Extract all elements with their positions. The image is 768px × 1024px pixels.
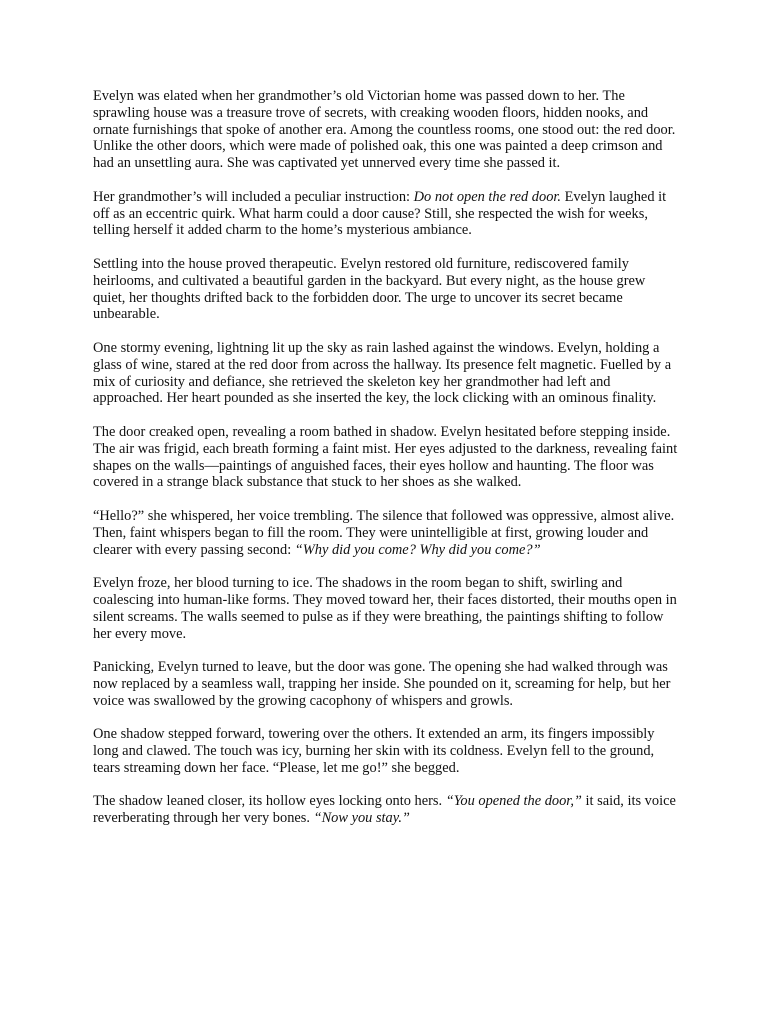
paragraph-6 xyxy=(93,508,678,558)
paragraph-4 xyxy=(93,340,678,407)
paragraph-9 xyxy=(93,726,678,776)
text-run: The shadow leaned closer, its hollow eyes locking onto hers. xyxy=(93,793,446,810)
text-run: it said, its voice reverberating through her very bones. xyxy=(93,793,676,827)
text-run: Evelyn was elated when her grandmother’s old Victorian home was passed down to her. The sprawling house was a treasure trove of secrets, with creaking wooden floors, hidden nooks, and ornate furnishings that spoke of another era. Among the countless rooms, one stood out: the red door. Unlike the other doors, which were made of polished oak, this one was painted a deep crimson and had an unsettling aura. She was captivated yet unnerved every time she passed it. xyxy=(93,88,676,172)
text-run: Her grandmother’s will included a peculiar instruction: xyxy=(93,188,414,205)
paragraph-10 xyxy=(93,793,678,827)
text-run: Settling into the house proved therapeutic. Evelyn restored old furniture, rediscovered family heirlooms, and cultivated a beautiful garden in the backyard. But every night, as the house grew quiet, her thoughts drifted back to the forbidden door. The urge to uncover its secret became unbearable. xyxy=(93,255,646,323)
text-run: Panicking, Evelyn turned to leave, but the door was gone. The opening she had walked through was now replaced by a seamless wall, trapping her inside. She pounded on it, screaming for help, but her voice was swallowed by the growing cacophony of whispers and growls. xyxy=(93,659,671,709)
text-run: One shadow stepped forward, towering over the others. It extended an arm, its fingers impossibly long and clawed. The touch was icy, burning her skin with its coldness. Evelyn fell to the ground, tears streaming down her face. “Please, let me go!” she begged. xyxy=(93,726,655,776)
text-run: The door creaked open, revealing a room bathed in shadow. Evelyn hesitated before stepping inside. The air was frigid, each breath forming a faint mist. Her eyes adjusted to the darkness, revealing faint shapes on the walls—paintings of anguished faces, their eyes hollow and haunting. The floor was covered in a strange black substance that stuck to her shoes as she walked. xyxy=(93,423,678,491)
italic-run: “You opened the door,” xyxy=(445,793,582,810)
italic-run: “Now you stay.” xyxy=(313,810,410,827)
text-run: Evelyn froze, her blood turning to ice. The shadows in the room began to shift, swirling and coalescing into human-like forms. They moved toward her, their faces distorted, their mouths open in silent screams. The walls seemed to pulse as if they were breathing, the paintings shifting to follow her every move. xyxy=(93,575,677,642)
story-body xyxy=(93,88,678,827)
paragraph-1 xyxy=(93,88,678,172)
text-run: One stormy evening, lightning lit up the sky as rain lashed against the windows. Evelyn, holding a glass of wine, stared at the red door from across the hallway. Its presence felt magnetic. Fuelled by a mix of curiosity and defiance, she retrieved the skeleton key her grandmother had left and approached. Her heart pounded as she inserted the key, the lock clicking with an ominous finality. xyxy=(93,339,672,407)
italic-run: “Why did you come? Why did you come?” xyxy=(294,541,541,558)
paragraph-3 xyxy=(93,256,678,323)
italic-run: Do not open the red door. xyxy=(413,188,561,205)
paragraph-8 xyxy=(93,659,678,709)
paragraph-5 xyxy=(93,424,678,491)
paragraph-7 xyxy=(93,575,678,642)
text-run: Evelyn laughed it off as an eccentric quirk. What harm could a door cause? Still, she respected the wish for weeks, telling herself it added charm to the home’s mysterious ambiance. xyxy=(93,188,667,239)
paragraph-2 xyxy=(93,189,678,239)
text-run: “Hello?” she whispered, her voice trembling. The silence that followed was oppressive, almost alive. Then, faint whispers began to fill the room. They were unintelligible at first, growing louder and clearer with every passing second: xyxy=(93,507,675,558)
